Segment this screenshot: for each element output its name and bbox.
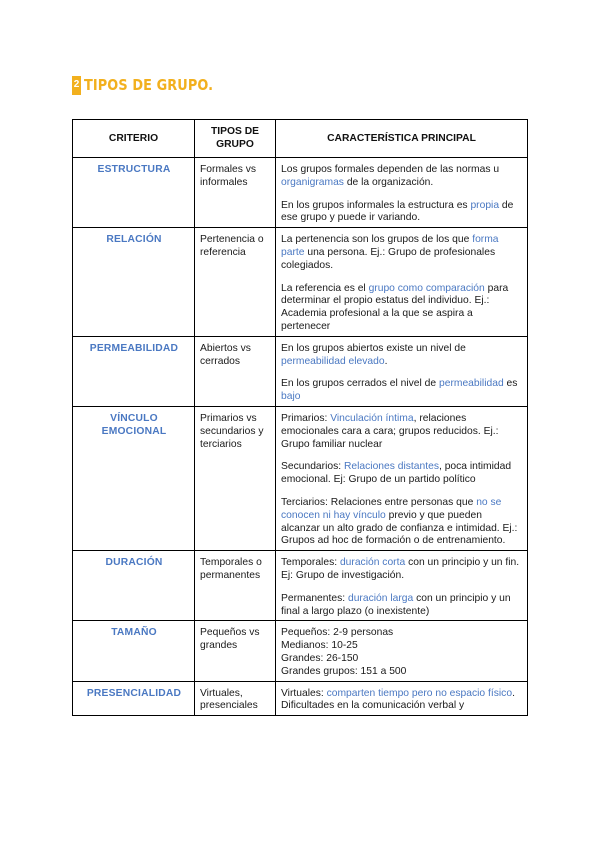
table-row: [73, 158, 528, 228]
text-segment: de ese grupo y puede ir variando.: [281, 199, 514, 224]
caracteristica-paragraph: [281, 378, 523, 404]
caracteristica-cell: [276, 551, 528, 621]
caracteristica-paragraph: [281, 343, 523, 369]
criterio-cell: PERMEABILIDAD: [73, 336, 195, 406]
caracteristica-paragraph: [281, 413, 523, 451]
criterio-cell: DURACIÓN: [73, 551, 195, 621]
highlighted-text: permeabilidad elevado: [281, 355, 385, 367]
table-header-row: [73, 120, 528, 158]
text-segment: Primarios:: [281, 412, 331, 424]
highlighted-text: propia: [470, 199, 500, 211]
highlighted-text: bajo: [281, 391, 301, 403]
text-segment: de la organización.: [343, 176, 434, 188]
tipos-cell: Virtuales, presenciales: [195, 681, 276, 716]
tipos-cell: Pertenencia o referencia: [195, 228, 276, 337]
text-segment: es: [503, 378, 518, 390]
text-segment: Virtuales:: [281, 687, 327, 699]
table-row: [73, 621, 528, 681]
text-segment: Secundarios:: [281, 461, 344, 473]
text-segment: con un principio y un final a largo plazo (o inexistente): [281, 592, 511, 617]
caracteristica-paragraph: [281, 283, 523, 334]
text-segment: para determinar el propio estatus del individuo. Ej.: Academia profesional a la que se aspira a pertenecer: [281, 282, 509, 332]
tipos-cell: Abiertos vs cerrados: [195, 336, 276, 406]
caracteristica-paragraph: [281, 200, 523, 226]
text-segment: La referencia es el: [281, 282, 369, 294]
tipos-cell: Pequeños vs grandes: [195, 621, 276, 681]
highlighted-text: duración larga: [347, 592, 414, 604]
caracteristica-cell: [276, 158, 528, 228]
text-segment: una persona. Ej.: Grupo de profesionales colegiados.: [281, 246, 496, 271]
table-row: [73, 228, 528, 337]
tipos-cell: Formales vs informales: [195, 158, 276, 228]
caracteristica-cell: [276, 336, 528, 406]
caracteristica-paragraph: [281, 557, 523, 583]
table-row: [73, 336, 528, 406]
caracteristica-cell: [276, 681, 528, 716]
text-segment: Permanentes:: [281, 592, 348, 604]
criterio-cell: VÍNCULO EMOCIONAL: [73, 406, 195, 550]
text-segment: con un principio y un fin. Ej: Grupo de investigación.: [281, 557, 520, 581]
highlighted-text: no se conocen ni hay vínculo: [281, 496, 502, 521]
caracteristica-cell: [276, 228, 528, 337]
header-criterio: CRITERIO: [73, 120, 195, 158]
highlighted-text: duración corta: [339, 557, 406, 569]
text-segment: Grandes grupos: 151 a 500: [281, 665, 407, 677]
text-segment: Los grupos formales dependen de las normas u: [281, 164, 500, 175]
header-caracteristica: CARACTERÍSTICA PRINCIPAL: [276, 120, 528, 158]
highlighted-text: comparten tiempo pero no espacio físico: [326, 687, 513, 699]
text-segment: .: [384, 355, 388, 367]
caracteristica-paragraph: [281, 164, 523, 190]
text-segment: En los grupos abiertos existe un nivel de: [281, 342, 466, 354]
highlighted-text: forma parte: [281, 234, 499, 258]
criterio-cell: RELACIÓN: [73, 228, 195, 337]
highlighted-text: Relaciones distantes: [343, 461, 439, 473]
caracteristica-paragraph: [281, 627, 523, 678]
text-segment: Pequeños: 2-9 personas: [281, 627, 394, 639]
highlighted-text: permeabilidad: [438, 378, 504, 390]
text-segment: . Dificultades en la comunicación verbal y: [281, 687, 515, 712]
tipos-cell: Primarios vs secundarios y terciarios: [195, 406, 276, 550]
caracteristica-paragraph: [281, 593, 523, 619]
header-tipos: TIPOS DE GRUPO: [195, 120, 276, 158]
text-segment: Terciarios: Relaciones entre personas que: [281, 496, 477, 508]
caracteristica-paragraph: [281, 688, 523, 714]
caracteristica-paragraph: [281, 461, 523, 487]
text-segment: Medianos: 10-25: [281, 640, 358, 652]
text-segment: previo y que pueden alcanzar un alto grado de confianza e intimidad. Ej.: Grupos ad hoc de formación o de entrenamiento.: [281, 509, 518, 547]
table-row: [73, 406, 528, 550]
text-segment: Temporales:: [281, 557, 340, 569]
criterio-cell: ESTRUCTURA: [73, 158, 195, 228]
group-types-table: [72, 119, 528, 716]
criterio-cell: PRESENCIALIDAD: [73, 681, 195, 716]
text-segment: En los grupos cerrados el nivel de: [281, 378, 439, 390]
text-segment: La pertenencia son los grupos de los que: [281, 234, 473, 246]
highlighted-text: organigramas: [281, 176, 344, 188]
tipos-cell: Temporales o permanentes: [195, 551, 276, 621]
caracteristica-paragraph: [281, 497, 523, 548]
text-segment: En los grupos informales la estructura es: [281, 199, 471, 211]
caracteristica-cell: [276, 621, 528, 681]
criterio-cell: TAMAÑO: [73, 621, 195, 681]
page-title: TIPOS DE GRUPO.: [84, 76, 214, 94]
table-row: [73, 681, 528, 716]
text-segment: Grandes: 26-150: [281, 652, 359, 664]
caracteristica-cell: [276, 406, 528, 550]
table-row: [73, 551, 528, 621]
heading-number-badge: 2: [72, 76, 81, 95]
text-segment: , relaciones emocionales cara a cara; grupos reducidos. Ej.: Grupo familiar nuclear: [281, 412, 499, 450]
text-segment: , poca intimidad emocional. Ej: Grupo de un partido político: [281, 461, 512, 486]
highlighted-text: Vinculación íntima: [330, 412, 414, 424]
section-heading: [72, 74, 234, 96]
caracteristica-paragraph: [281, 234, 523, 272]
highlighted-text: grupo como comparación: [368, 282, 485, 294]
